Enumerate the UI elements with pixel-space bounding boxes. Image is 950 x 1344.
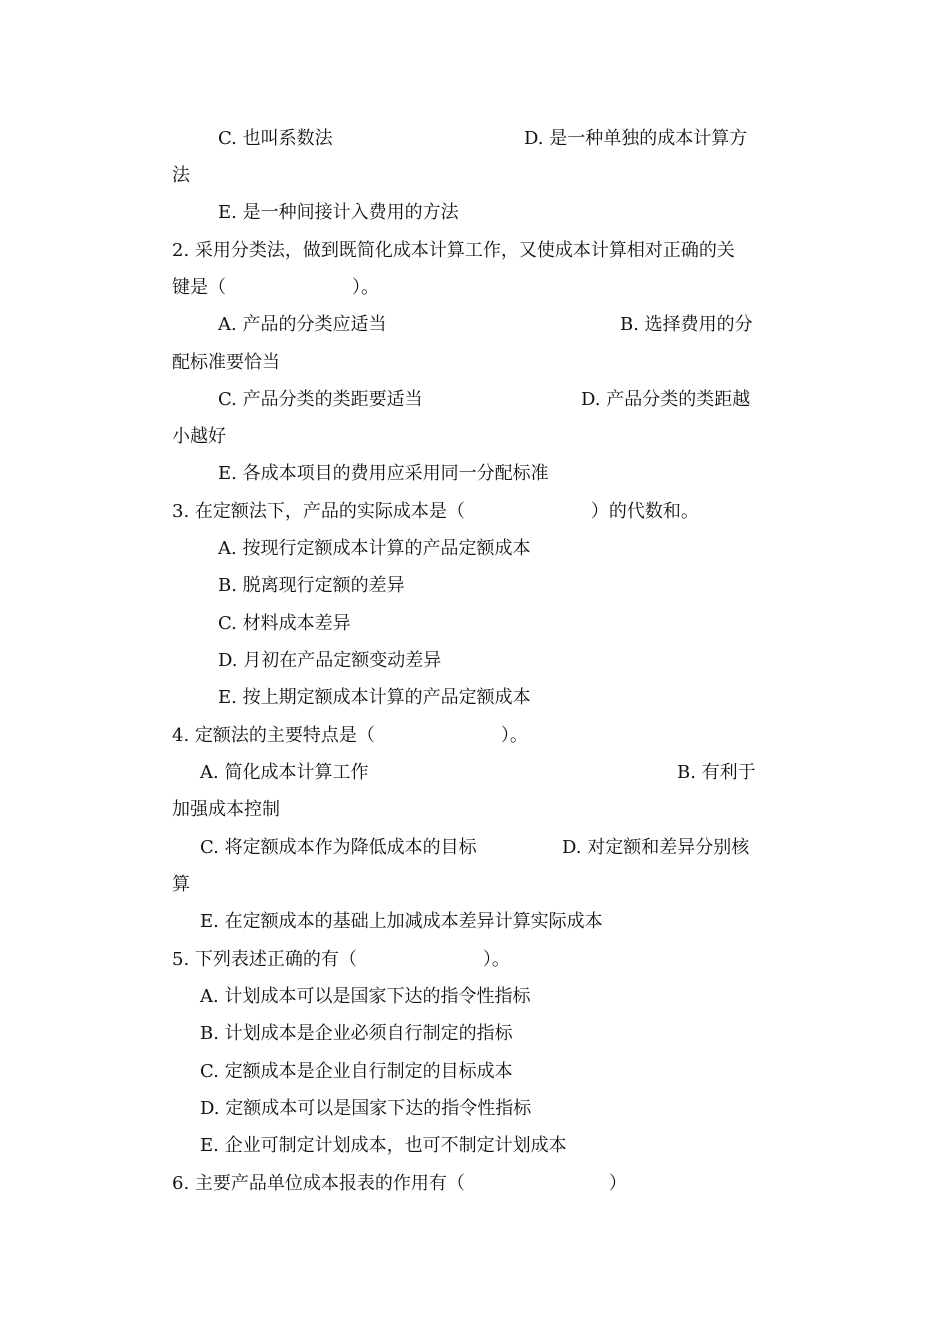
option-e-q2: E. 各成本项目的费用应采用同一分配标准 bbox=[218, 463, 549, 484]
option-c-q5: C. 定额成本是企业自行制定的目标成本 bbox=[200, 1061, 513, 1082]
question-4: 4. 定额法的主要特点是（ ）。 bbox=[172, 725, 528, 746]
option-e-q5: E. 企业可制定计划成本，也可不制定计划成本 bbox=[200, 1135, 567, 1156]
option-a-q3: A. 按现行定额成本计算的产品定额成本 bbox=[218, 538, 531, 559]
option-e-q3: E. 按上期定额成本计算的产品定额成本 bbox=[218, 687, 531, 708]
option-d-q1: D. 是一种单独的成本计算方 bbox=[524, 128, 748, 149]
option-d-q4: D. 对定额和差异分别核 bbox=[562, 837, 750, 858]
option-d-q2-continued: 小越好 bbox=[172, 426, 226, 447]
option-c-q4: C. 将定额成本作为降低成本的目标 bbox=[200, 837, 477, 858]
option-a-q4: A. 简化成本计算工作 bbox=[200, 762, 369, 783]
option-b-q4-continued: 加强成本控制 bbox=[172, 799, 280, 820]
option-e-q1: E. 是一种间接计入费用的方法 bbox=[218, 202, 459, 223]
option-b-q3: B. 脱离现行定额的差异 bbox=[218, 575, 405, 596]
option-a-q2: A. 产品的分类应适当 bbox=[218, 314, 387, 335]
option-b-q2: B. 选择费用的分 bbox=[620, 314, 753, 335]
question-2: 2. 采用分类法，做到既简化成本计算工作，又使成本计算相对正确的关 bbox=[172, 240, 735, 261]
option-c-q3: C. 材料成本差异 bbox=[218, 613, 351, 634]
option-d-q4-continued: 算 bbox=[172, 874, 190, 895]
option-b-q5: B. 计划成本是企业必须自行制定的指标 bbox=[200, 1023, 513, 1044]
option-a-q5: A. 计划成本可以是国家下达的指令性指标 bbox=[200, 986, 531, 1007]
option-d-q3: D. 月初在产品定额变动差异 bbox=[218, 650, 442, 671]
option-c-q1: C. 也叫系数法 bbox=[218, 128, 333, 149]
question-6: 6. 主要产品单位成本报表的作用有（ ） bbox=[172, 1173, 627, 1194]
option-d-q5: D. 定额成本可以是国家下达的指令性指标 bbox=[200, 1098, 532, 1119]
option-c-q2: C. 产品分类的类距要适当 bbox=[218, 389, 423, 410]
question-3: 3. 在定额法下，产品的实际成本是（ ）的代数和。 bbox=[172, 501, 699, 522]
option-e-q4: E. 在定额成本的基础上加减成本差异计算实际成本 bbox=[200, 911, 603, 932]
option-d-q1-continued: 法 bbox=[172, 165, 190, 186]
question-5: 5. 下列表述正确的有（ ）。 bbox=[172, 949, 510, 970]
option-b-q4: B. 有利于 bbox=[677, 762, 756, 783]
option-b-q2-continued: 配标准要恰当 bbox=[172, 352, 280, 373]
question-2-continued: 键是（ ）。 bbox=[172, 277, 379, 298]
option-d-q2: D. 产品分类的类距越 bbox=[581, 389, 751, 410]
